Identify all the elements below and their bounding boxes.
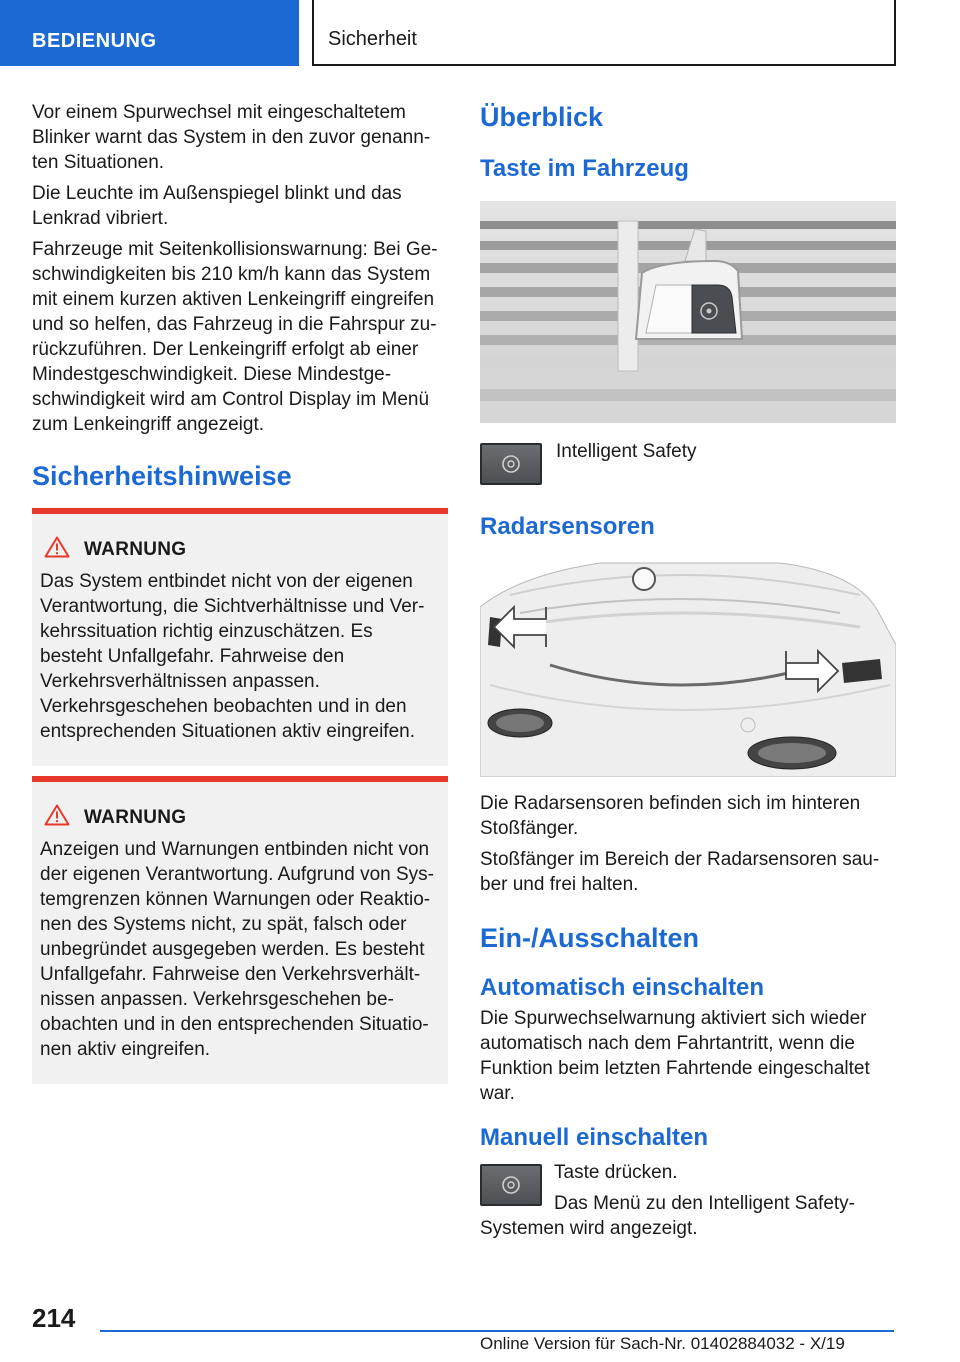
button-heading: Taste im Fahrzeug — [480, 155, 689, 182]
auto-heading: Automatisch einschalten — [480, 974, 765, 1001]
manual-heading: Manuell einschalten — [480, 1124, 709, 1151]
onoff-heading: Ein-/Ausschalten — [480, 923, 700, 953]
section-tab: BEDIENUNG — [0, 0, 299, 66]
intro-paragraph-2: Die Leuchte im Außenspiegel blinkt und das Lenkrad vibriert. — [32, 183, 402, 229]
radar-photo — [480, 555, 896, 777]
warning-text: Das System entbindet nicht von der eigenen Verantwortung, die Sichtverhältnisse und Verkehrssituation richtig einzuschätzen. Es besteht Unfallgefahr. Fahrweise den Verkehrsverhältnissen anpassen. Verkehrsgeschehen beobachten und in den entsprechenden Situationen aktiv eingreifen. — [40, 571, 425, 742]
button-photo — [480, 201, 896, 423]
warning-text: Anzeigen und Warnungen entbinden nicht von der eigenen Verantwortung. Aufgrund von Systemgrenzen können Warnungen oder Reaktionen des Systems nicht, zu spät, falsch oder unbegründet ausgegeben werden. Es besteht Unfallgefahr. Fahrweise den Verkehrsverhältnissen anpassen. Verkehrsgeschehen beobachten und in den entsprechenden Situationen aktiv eingreifen. — [40, 839, 434, 1060]
safety-heading: Sicherheitshinweise — [32, 461, 292, 491]
manual-step-2: Das Menü zu den Intelligent Safety-Systemen wird angezeigt. — [480, 1193, 856, 1239]
online-version-note: Online Version für Sach-Nr. 01402884032 - X/19 — [480, 1334, 845, 1353]
warning-triangle-icon — [44, 804, 70, 831]
intelligent-safety-button-icon — [480, 443, 542, 485]
overview-heading: Überblick — [480, 102, 604, 132]
button-legend — [480, 443, 896, 485]
warning-box-2 — [32, 776, 448, 1084]
warning-title: WARNUNG — [84, 538, 187, 560]
intro-paragraph-3: Fahrzeuge mit Seitenkollisionswarnung: Bei Geschwindigkeiten bis 210 km/h kann das System mit einem kurzen aktiven Lenkeingriff eingreifen und so helfen, das Fahrzeug in die Fahrspur zurückzuführen. Der Lenkeingriff erfolgt ab einer Mindestgeschwindigkeit. Diese Mindestgeschwindigkeit wird am Control Display im Menü zum Lenkeingriff angezeigt. — [32, 239, 438, 435]
button-label: Intelligent Safety — [556, 441, 697, 462]
radar-heading: Radarsensoren — [480, 513, 655, 540]
intro-paragraph-1: Vor einem Spurwechsel mit eingeschaltetem Blinker warnt das System in den zuvor genannten Situationen. — [32, 102, 431, 173]
warning-box-1 — [32, 508, 448, 766]
warning-title: WARNUNG — [84, 806, 187, 828]
page-header — [0, 0, 960, 66]
intelligent-safety-button-icon — [480, 1164, 542, 1206]
radar-paragraph-1: Die Radarsensoren befinden sich im hinteren Stoßfänger. — [480, 793, 861, 839]
chapter-title: Sicherheit — [312, 0, 896, 66]
auto-paragraph: Die Spurwechselwarnung aktiviert sich wieder automatisch nach dem Fahrtantritt, wenn die Funktion beim letzten Fahrtende eingeschaltet war. — [480, 1008, 870, 1104]
right-column — [480, 100, 896, 1247]
footer-divider — [100, 1330, 894, 1332]
page-number: 214 — [32, 1303, 76, 1333]
manual-steps — [480, 1160, 896, 1241]
radar-paragraph-2: Stoßfänger im Bereich der Radarsensoren sauber und frei halten. — [480, 849, 880, 895]
warning-triangle-icon — [44, 536, 70, 563]
left-column — [32, 100, 448, 1084]
manual-step-1: Taste drücken. — [554, 1162, 678, 1183]
